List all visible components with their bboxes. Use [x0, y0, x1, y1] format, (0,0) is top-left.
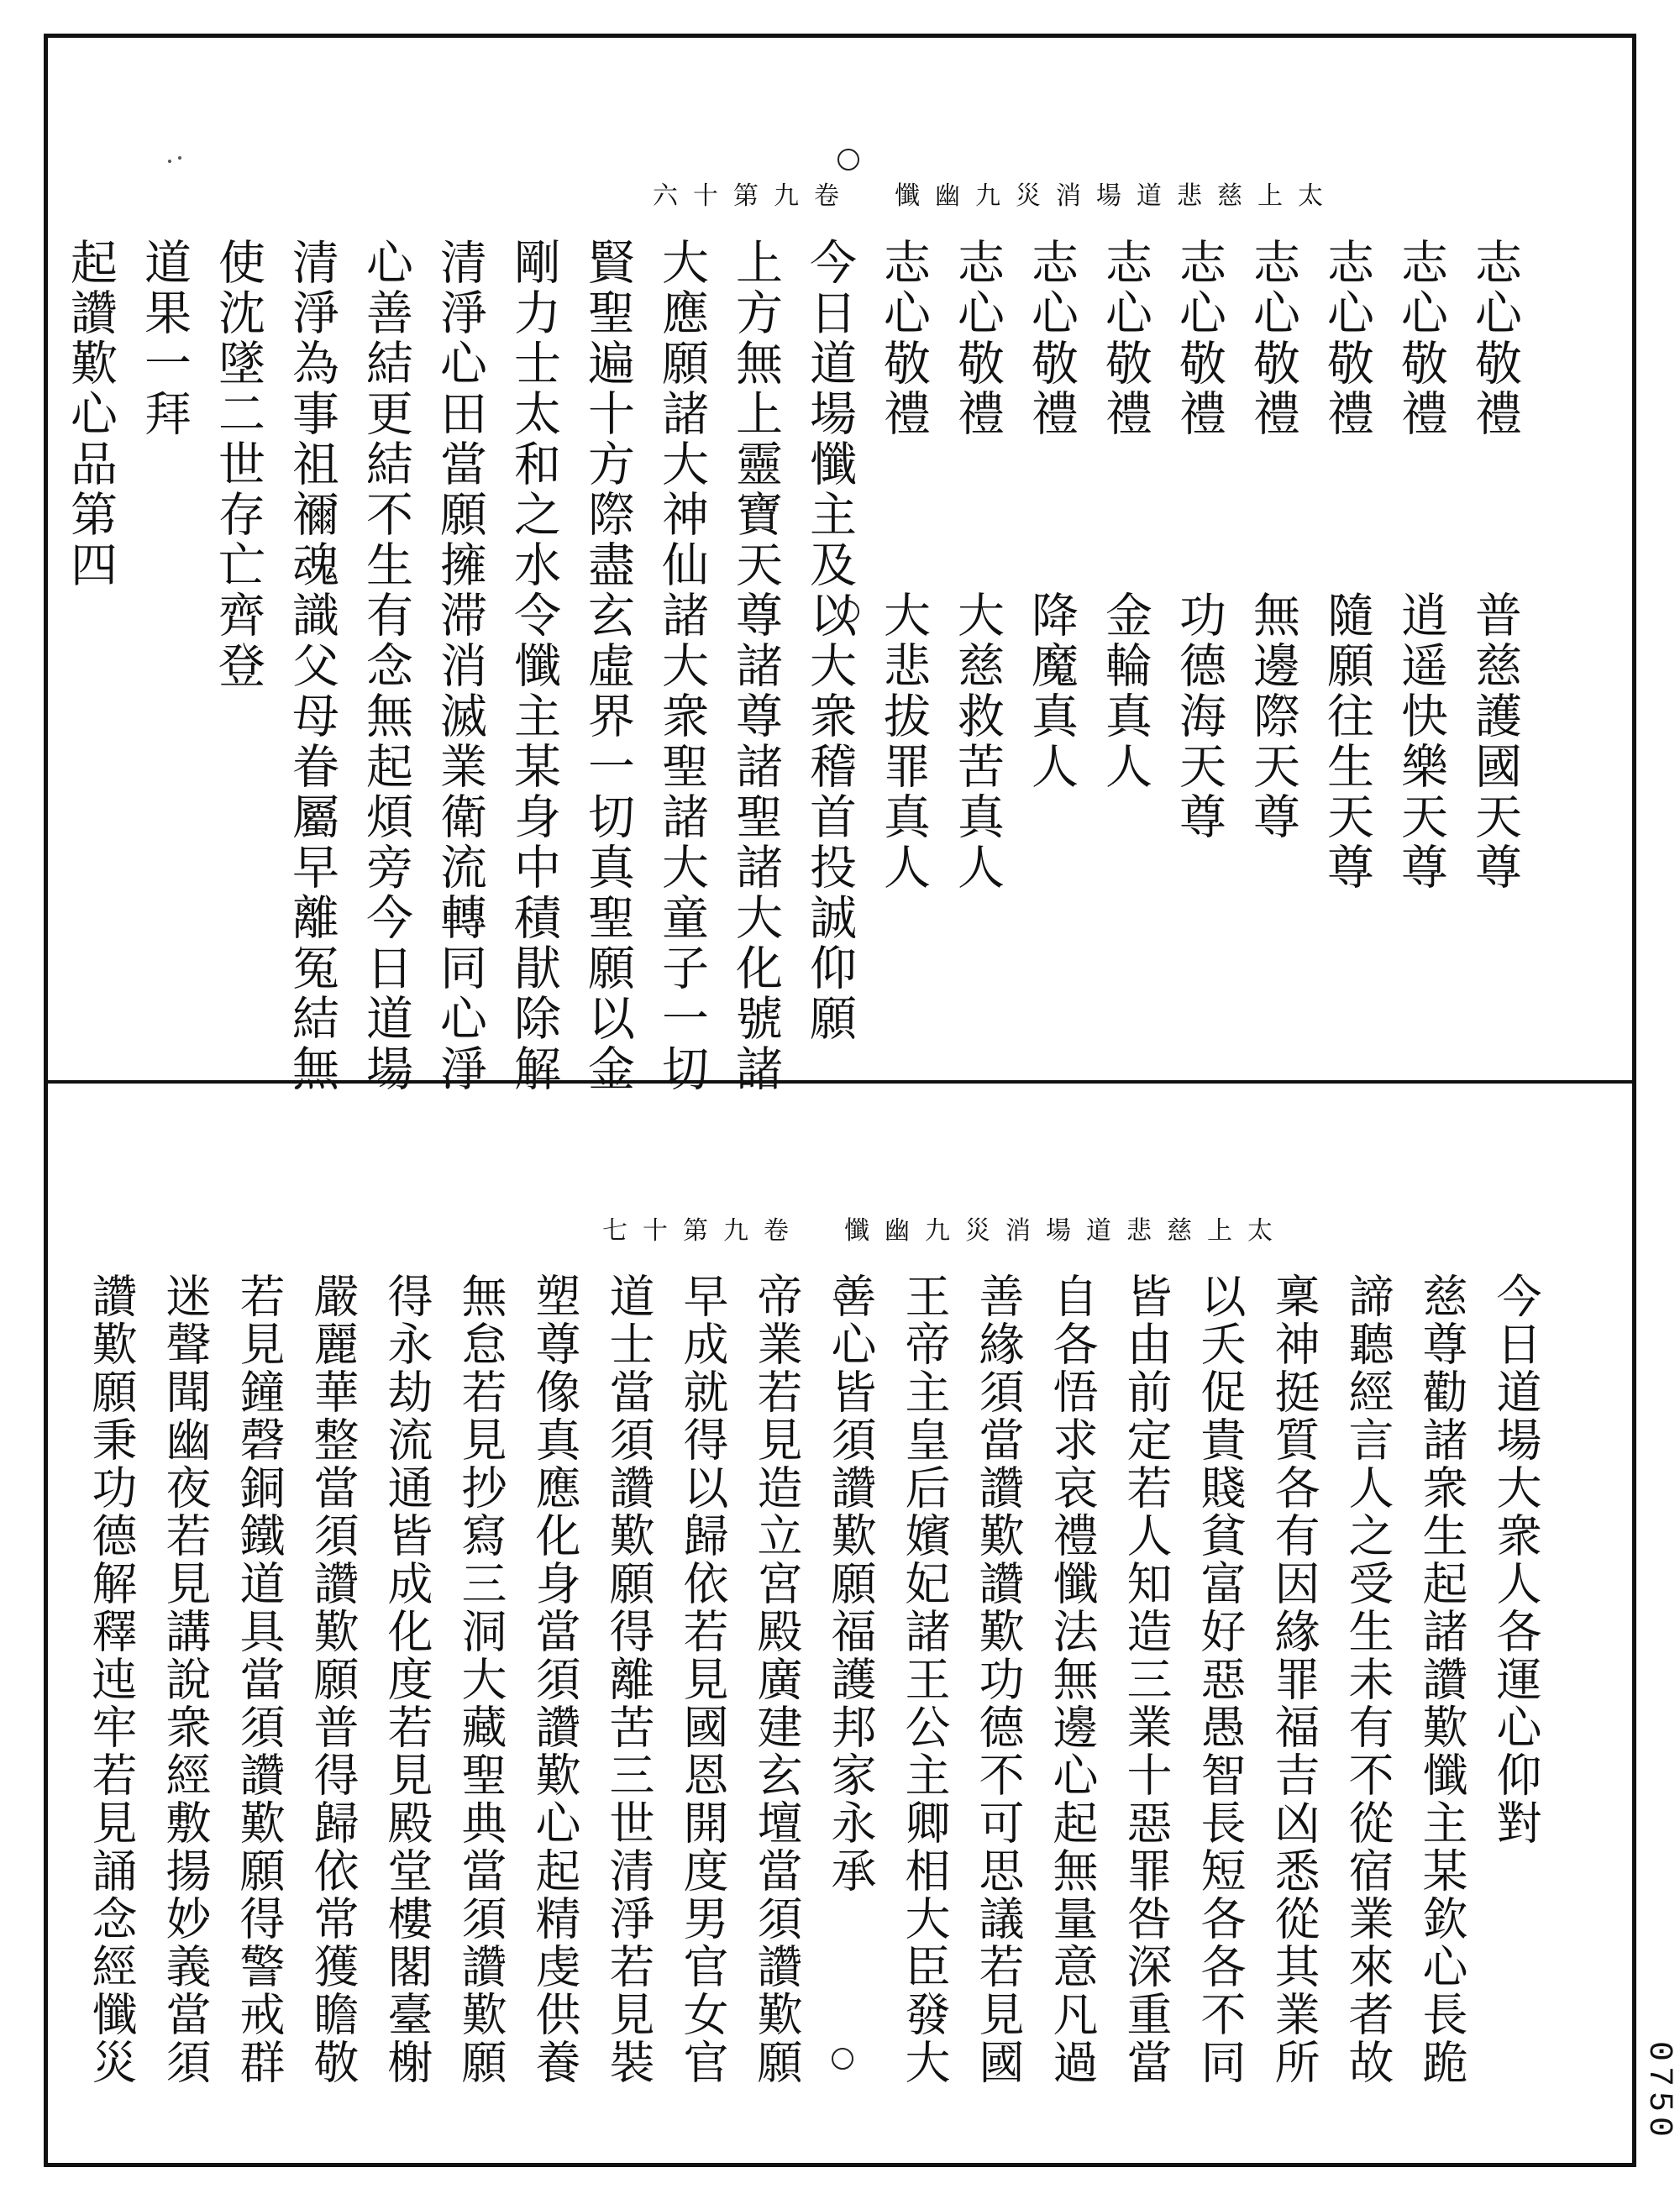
text-column: 無怠若見抄寫三洞大藏聖典當須讚歎願 [454, 1273, 507, 2086]
text-column: 清淨為事祖禰魂識父母眷屬早離冤結無 [285, 238, 339, 1094]
text-columns [74, 1273, 1552, 2086]
text-column: 皆由前定若人知造三業十惡罪咎深重當 [1120, 1273, 1173, 2086]
text-column: 今日道場懺主及以大衆稽首投誠仰願 [802, 238, 857, 1044]
top-page [48, 38, 1632, 1094]
text-column: 讚歎願秉功德解釋迍牢若見誦念經懺災 [85, 1273, 138, 2086]
text-column: 剛力士太和之水令懺主某身中積猒除解 [507, 238, 561, 1094]
text-column: 帝業若見造立宮殿廣建玄壇當須讚歎願 [750, 1273, 803, 2086]
scan-speck [168, 160, 171, 163]
text-column: 上方無上靈寶天尊諸尊諸聖諸大化號諸 [728, 238, 783, 1094]
text-column: 賢聖遍十方際盡玄虛界一切真聖願以金 [580, 238, 635, 1094]
page-number: 0750 [1640, 2041, 1677, 2143]
text-column: 志心敬禮 大悲拔罪真人 [876, 238, 931, 893]
scan-speck [178, 156, 181, 160]
punctuation-circle [837, 601, 859, 622]
text-column: 道士當須讚歎願得離苦三世清淨若見裝 [602, 1273, 655, 2086]
text-column: 志心敬禮 逍遥快樂天尊 [1394, 238, 1448, 893]
text-column: 得永劫流通皆成化度若見殿堂樓閣臺榭 [381, 1273, 433, 2086]
text-columns [53, 238, 1531, 1094]
bottom-page [48, 1084, 1632, 2163]
text-column: 自各悟求哀禮懺法無邊心起無量意凡過 [1046, 1273, 1099, 2086]
text-column: 善緣須當讚歎讚歎功德不可思議若見國 [972, 1273, 1025, 2086]
text-column: 志心敬禮 大慈救苦真人 [950, 238, 1005, 893]
text-column: 大應願諸大神仙諸大衆聖諸大童子一切 [654, 238, 709, 1094]
text-column: 今日道場大衆人各運心仰對 [1489, 1273, 1542, 1847]
text-column: 早成就得以歸依若見國恩開度男官女官 [676, 1273, 729, 2086]
text-column: 善心皆須讚歎願福護邦家永承 [824, 1273, 877, 1895]
text-column: 塑尊像真應化身當須讚歎心起精虔供養 [528, 1273, 581, 2086]
text-column: 志心敬禮 普慈護國天尊 [1467, 238, 1522, 893]
text-column: 道果一拜 [137, 238, 192, 439]
punctuation-circle [837, 149, 859, 171]
punctuation-circle [835, 1283, 857, 1305]
text-column: 以夭促貴賤貧富好惡愚智長短各各不同 [1194, 1273, 1247, 2086]
text-column: 志心敬禮 無邊際天尊 [1246, 238, 1300, 842]
punctuation-circle [832, 2048, 853, 2070]
text-column: 志心敬禮 功德海天尊 [1172, 238, 1226, 842]
text-column: 嚴麗華整當須讚歎願普得歸依常獲瞻敬 [307, 1273, 360, 2086]
text-column: 心善結更結不生有念無起煩旁今日道場 [359, 238, 413, 1094]
text-column: 稟神挺質各有因緣罪福吉凶悉從其業所 [1268, 1273, 1320, 2086]
text-column: 迷聲聞幽夜若見講說衆經敷揚妙義當須 [159, 1273, 212, 2086]
running-header: 太上慈悲道場消災九幽懺 卷九第十七 [602, 1216, 1288, 1246]
text-column: 慈尊勸諸衆生起諸讚歎懺主某欽心長跪 [1415, 1273, 1468, 2086]
text-column: 諦聽經言人之受生未有不從宿業來者故 [1341, 1273, 1394, 2086]
text-column: 王帝主皇后嬪妃諸王公主卿相大臣發大 [898, 1273, 951, 2086]
text-column: 志心敬禮 降魔真人 [1024, 238, 1079, 792]
running-header: 太上慈悲道場消災九幽懺 卷九第十六 [653, 181, 1338, 211]
text-column: 清淨心田當願擁滞消滅業衛流轉同心淨 [433, 238, 487, 1094]
text-column: 志心敬禮 隨願往生天尊 [1320, 238, 1374, 893]
text-column: 使沈墜二世存亡齊登 [211, 238, 265, 691]
text-column: 若見鐘磬銅鐵道具當須讚歎願得警戒群 [233, 1273, 286, 2086]
text-column: 志心敬禮 金輪真人 [1098, 238, 1152, 792]
chapter-title: 起讚歎心品第四 [63, 238, 118, 590]
